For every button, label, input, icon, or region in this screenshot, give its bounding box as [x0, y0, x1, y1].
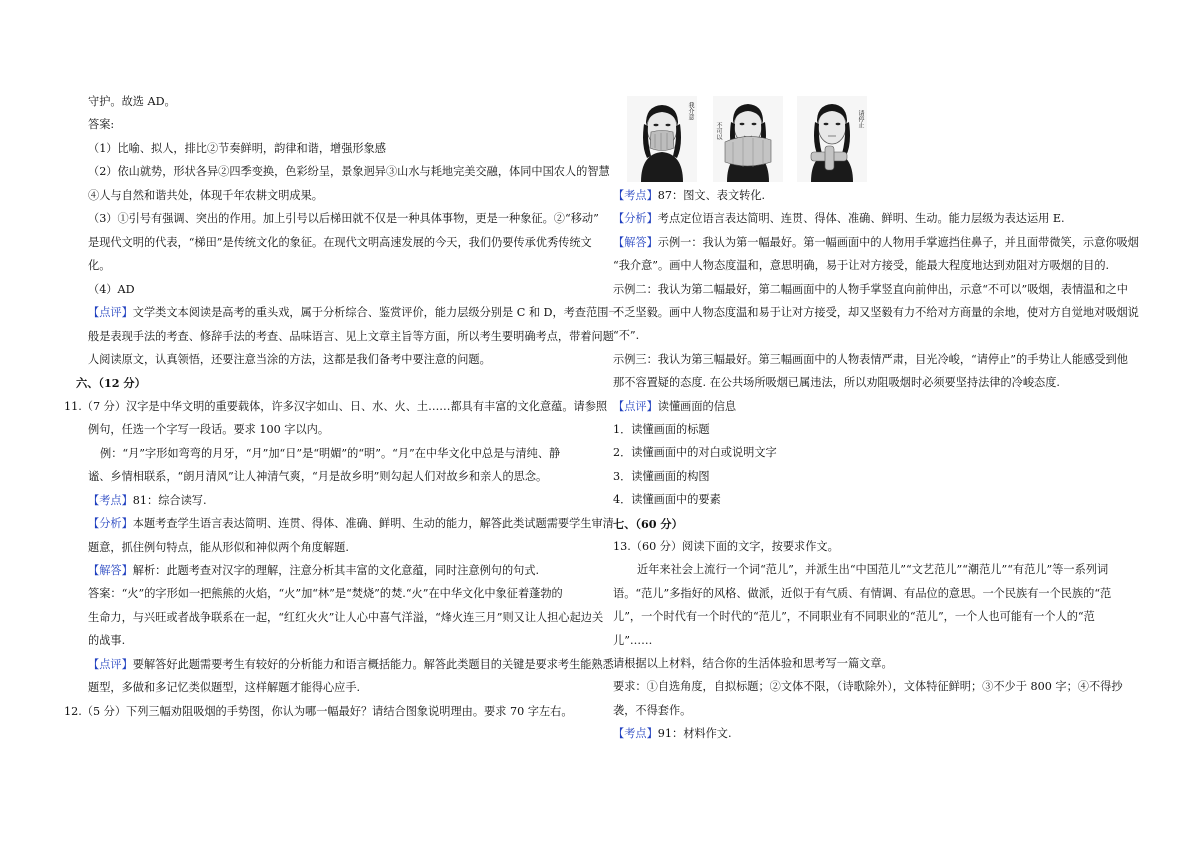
line-text: 3．读懂画面的构图: [613, 469, 710, 483]
line-text: 谧、乡情相联系，“朗月清风”让人神清气爽，“月是故乡明”则勾起人们对故乡和亲人的思念。: [88, 470, 548, 484]
text-line: [88, 94, 176, 110]
text-line: [613, 235, 1139, 251]
line-text: 2．读懂画面中的对白或说明文字: [613, 446, 777, 460]
text-line: [76, 375, 146, 391]
text-line: [88, 633, 125, 649]
text-line: [88, 188, 323, 204]
line-text: 要解答好此题需要考生有较好的分析能力和语言概括能力。解答此类题目的关键是要求考生能熟悉: [132, 657, 614, 671]
text-line: [613, 633, 652, 649]
line-text: 91：材料作文.: [657, 727, 732, 741]
line-text: 81：综合读写.: [132, 493, 207, 507]
text-line: [88, 164, 610, 180]
line-text: 解析：此题考查对汉字的理解，注意分析其丰富的文化意蕴，同时注意例句的句式.: [132, 564, 540, 577]
line-text: “不”.: [613, 329, 640, 343]
text-line: [88, 235, 592, 251]
line-text: 考点定位语言表达简明、连贯、得体、准确、鲜明、生动。能力层级为表达运用 E.: [657, 212, 1065, 226]
line-text: 儿”……: [613, 633, 653, 647]
line-text: 人阅读原文，认真领悟，还要注意当涂的方法，这都是我们备考中要注意的问题。: [88, 352, 491, 366]
text-line: [88, 680, 360, 696]
text-line: [613, 188, 765, 204]
text-line: [613, 469, 710, 485]
section-tag: 【解答】: [613, 235, 658, 249]
line-text: 七、（60 分）: [613, 516, 683, 531]
photo-caption-2: 不可以: [715, 122, 722, 140]
text-line: [88, 563, 539, 579]
text-line: [88, 586, 563, 602]
text-line: [613, 516, 683, 532]
text-line: [88, 305, 620, 321]
text-line: [88, 352, 491, 368]
text-line: [613, 282, 1128, 298]
line-text: 11.（7 分）汉字是中华文明的重要载体，许多汉字如山、日、水、火、土……都具有丰富的文化意蕴。请参照: [64, 399, 608, 413]
line-text: 守护。故选 AD。: [88, 95, 176, 108]
line-text: 袭，不得套作。: [613, 703, 692, 717]
text-line: [100, 446, 560, 462]
text-line: [613, 492, 721, 508]
line-text: （1）比喻、拟人，排比②节奏鲜明，韵律和谐，增强形象感: [88, 141, 386, 155]
text-line: [613, 422, 710, 438]
section-tag: 【点评】: [88, 306, 133, 320]
line-text: （4）AD: [88, 282, 135, 296]
text-line: [88, 657, 614, 673]
line-text: 题型，多做和多记忆类似题型，这样解题才能得心应手.: [88, 681, 361, 695]
line-text: 4．读懂画面中的要素: [613, 493, 721, 507]
line-text: （3）①引号有强调、突出的作用。加上引号以后梯田就不仅是一种具体事物，更是一种象征。②“移动”: [88, 212, 599, 226]
text-line: [88, 329, 614, 345]
line-text: （2）依山就势，形状各异②四季变换，色彩纷呈，景象迥异③山水与耗地完美交融，体同中国农人的智慧: [88, 165, 610, 179]
photo-caption-1: 我介意: [687, 102, 694, 120]
text-line: [637, 562, 1108, 578]
text-line: [613, 679, 1123, 695]
line-text: 1．读懂画面的标题: [613, 423, 710, 436]
line-text: 例：“月”字形如弯弯的月牙，“月”加“日”是“明媚”的“明”。“月”在中华文化中总是与清纯、静: [100, 446, 561, 460]
line-text: 示例二：我认为第二幅最好，第二幅画面中的人物手掌竖直向前伸出，示意“不可以”吸烟，表情温和之中: [613, 282, 1128, 296]
section-tag: 【点评】: [613, 399, 658, 413]
text-line: [88, 282, 135, 298]
text-line: [88, 211, 599, 227]
text-line: [88, 493, 207, 509]
text-line: [613, 305, 1139, 321]
section-tag: 【考点】: [613, 189, 658, 202]
line-text: 答案:: [88, 118, 115, 132]
anti-smoking-gesture-images: [627, 96, 867, 184]
line-text: 是现代文明的代表，“梯田”是传统文化的象征。在现代文明高速发展的今天，我们仍要传承优秀传统文: [88, 235, 592, 249]
section-tag: 【解答】: [88, 564, 133, 577]
line-text: 读懂画面的信息: [657, 399, 737, 413]
text-line: [613, 445, 777, 461]
line-text: 示例三：我认为第三幅最好。第三幅画面中的人物表情严肃，目光冷峻，“请停止”的手势让人能感受到他: [613, 352, 1128, 366]
line-text: 87：图文、表文转化.: [657, 189, 766, 202]
gesture-photo-1: [627, 96, 697, 182]
text-line: [88, 422, 329, 438]
text-line: [613, 375, 1060, 391]
line-text: 般是表现手法的考查、修辞手法的考查、品味语言、见上文章主旨等方面，所以考生要明确考点，带着问题: [88, 329, 614, 343]
photo-caption-3: 请停止: [857, 110, 864, 128]
line-text: 要求：①自选角度，自拟标题；②文体不限，（诗歌除外），文体特征鲜明；③不少于 800 字；④不得抄: [613, 680, 1123, 694]
text-line: [88, 540, 349, 556]
section-tag: 【分析】: [613, 212, 658, 226]
text-line: [613, 656, 893, 672]
text-line: [613, 586, 1111, 602]
text-line: [613, 211, 1065, 227]
line-text: “我介意”。画中人物态度温和，意思明确，易于让对方接受，能最大程度地达到劝阻对方吸烟的目的.: [613, 259, 1110, 273]
text-line: [88, 141, 386, 157]
text-line: [613, 609, 1095, 625]
text-line: [613, 726, 732, 742]
line-text: 本题考查学生语言表达简明、连贯、得体、准确、鲜明、生动的能力，解答此类试题需要学生审清: [132, 517, 614, 531]
section-tag: 【考点】: [613, 727, 658, 741]
line-text: 文学类文本阅读是高考的重头戏，属于分析综合、鉴赏评价，能力层级分别是 C 和 D，考查范围一: [132, 306, 620, 320]
text-line: [88, 516, 614, 532]
line-text: 答案：“火”的字形如一把熊熊的火焰，“火”加“林”是“焚烧”的焚.“火”在中华文化中象征着蓬勃的: [88, 587, 563, 601]
text-line: [88, 258, 110, 274]
line-text: 请根据以上材料，结合你的生活体验和思考写一篇文章。: [613, 657, 893, 670]
text-line: [88, 610, 603, 626]
line-text: 儿”，一个时代有一个时代的“范儿”，不同职业有不同职业的“范儿”，一个人也可能有一个人的“范: [613, 610, 1095, 624]
line-text: 语。“范儿”多指好的风格、做派，近似于有气质、有情调、有品位的意思。一个民族有一个民族的“范: [613, 586, 1112, 600]
section-tag: 【点评】: [88, 657, 133, 671]
gesture-photo-3: [797, 96, 867, 182]
line-text: 化。: [88, 259, 111, 273]
line-text: 近年来社会上流行一个词“范儿”，并派生出“中国范儿”“文艺范儿”“潮范儿”“有范儿”等一系列词: [637, 563, 1109, 577]
line-text: 13.（60 分）阅读下面的文字，按要求作文。: [613, 540, 839, 553]
text-line: [613, 352, 1128, 368]
text-line: [64, 399, 607, 415]
line-text: 六、（12 分）: [76, 376, 146, 391]
text-line: [613, 399, 736, 415]
section-tag: 【分析】: [88, 517, 133, 531]
text-line: [613, 703, 691, 719]
text-line: [613, 539, 839, 555]
text-line: [613, 258, 1109, 274]
text-line: [64, 704, 573, 720]
line-text: 的战事.: [88, 634, 126, 648]
line-text: 那不容置疑的态度. 在公共场所吸烟已属违法，所以劝阻吸烟时必须要坚持法律的冷峻态度.: [613, 376, 1060, 390]
gesture-photo-2: [713, 96, 783, 182]
line-text: ④人与自然和谐共处，体现千年农耕文明成果。: [88, 188, 323, 202]
line-text: 12.（5 分）下列三幅劝阻吸烟的手势图，你认为哪一幅最好？请结合图象说明理由。要求 70 字左右。: [64, 704, 573, 718]
line-text: 题意，抓住例句特点，能从形似和神似两个角度解题.: [88, 540, 349, 554]
line-text: 不乏坚毅。画中人物态度温和易于让对方接受，却又坚毅有力不给对方商量的余地，使对方自觉地对吸烟说: [613, 306, 1139, 319]
section-tag: 【考点】: [88, 493, 133, 507]
line-text: 生命力，与兴旺或者战争联系在一起，“红红火火”让人心中喜气洋溢，“烽火连三月”则又让人担心起边关: [88, 610, 604, 624]
text-line: [88, 469, 547, 485]
text-line: [613, 328, 639, 344]
text-line: [88, 117, 114, 133]
line-text: 示例一：我认为第一幅最好。第一幅画面中的人物用手掌遮挡住鼻子，并且面带微笑，示意你吸烟: [657, 235, 1139, 249]
line-text: 例句，任选一个字写一段话。要求 100 字以内。: [88, 423, 330, 437]
